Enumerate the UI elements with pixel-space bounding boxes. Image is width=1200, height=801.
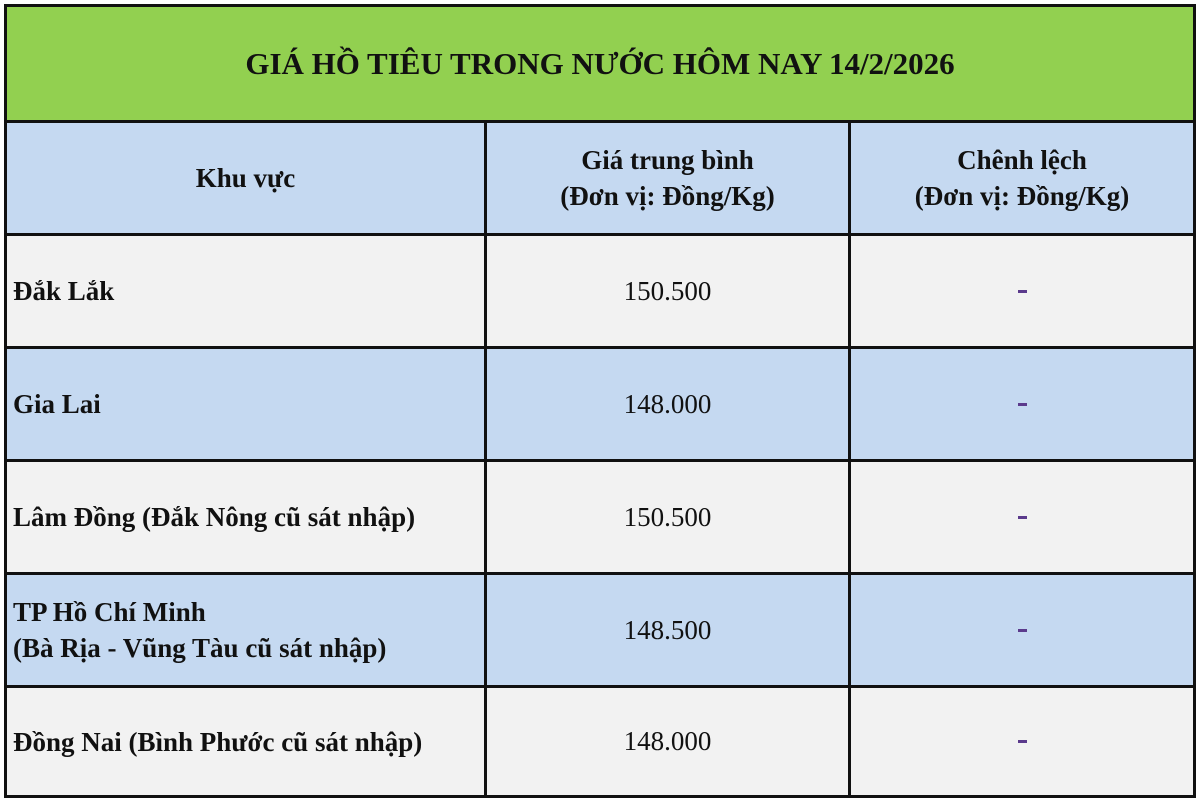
region-name: Gia Lai: [13, 389, 101, 419]
row-region: [7, 688, 487, 795]
header-region-label: Khu vực: [195, 163, 296, 193]
row-price: [487, 236, 851, 349]
header-region: [7, 123, 487, 236]
price-value: 150.500: [623, 275, 712, 306]
row-diff: [851, 462, 1193, 575]
no-change-dash-icon: [1018, 516, 1027, 519]
price-value: 148.000: [623, 726, 712, 756]
region-name: Đắk Lắk: [13, 276, 115, 306]
region-name: Đồng Nai (Bình Phước cũ sát nhập): [13, 726, 423, 757]
header-diff: [851, 123, 1193, 236]
row-price: [487, 349, 851, 462]
no-change-dash-icon: [1018, 403, 1027, 406]
header-diff-unit: (Đơn vị: Đồng/Kg): [914, 181, 1130, 211]
row-region: [7, 236, 487, 349]
row-price: [487, 688, 851, 795]
header-price-label: Giá trung bình: [581, 145, 754, 175]
row-diff: [851, 688, 1193, 795]
price-value: 148.500: [623, 614, 712, 645]
row-region: [7, 462, 487, 575]
row-price: [487, 575, 851, 688]
row-diff: [851, 236, 1193, 349]
region-note: (Bà Rịa - Vũng Tàu cũ sát nhập): [13, 633, 387, 663]
no-change-dash-icon: [1018, 740, 1027, 743]
no-change-dash-icon: [1018, 629, 1027, 632]
header-price-unit: (Đơn vị: Đồng/Kg): [560, 181, 775, 211]
price-value: 150.500: [623, 501, 712, 532]
table-title: GIÁ HỒ TIÊU TRONG NƯỚC HÔM NAY 14/2/2026: [7, 7, 1193, 123]
row-diff: [851, 349, 1193, 462]
no-change-dash-icon: [1018, 290, 1027, 293]
row-region: [7, 349, 487, 462]
header-price: [487, 123, 851, 236]
row-diff: [851, 575, 1193, 688]
row-price: [487, 462, 851, 575]
row-region: [7, 575, 487, 688]
region-name: TP Hồ Chí Minh: [13, 597, 206, 627]
price-value: 148.000: [623, 388, 712, 419]
pepper-price-table: [4, 4, 1196, 798]
region-name: Lâm Đồng (Đắk Nông cũ sát nhập): [13, 502, 416, 532]
header-diff-label: Chênh lệch: [957, 145, 1087, 175]
